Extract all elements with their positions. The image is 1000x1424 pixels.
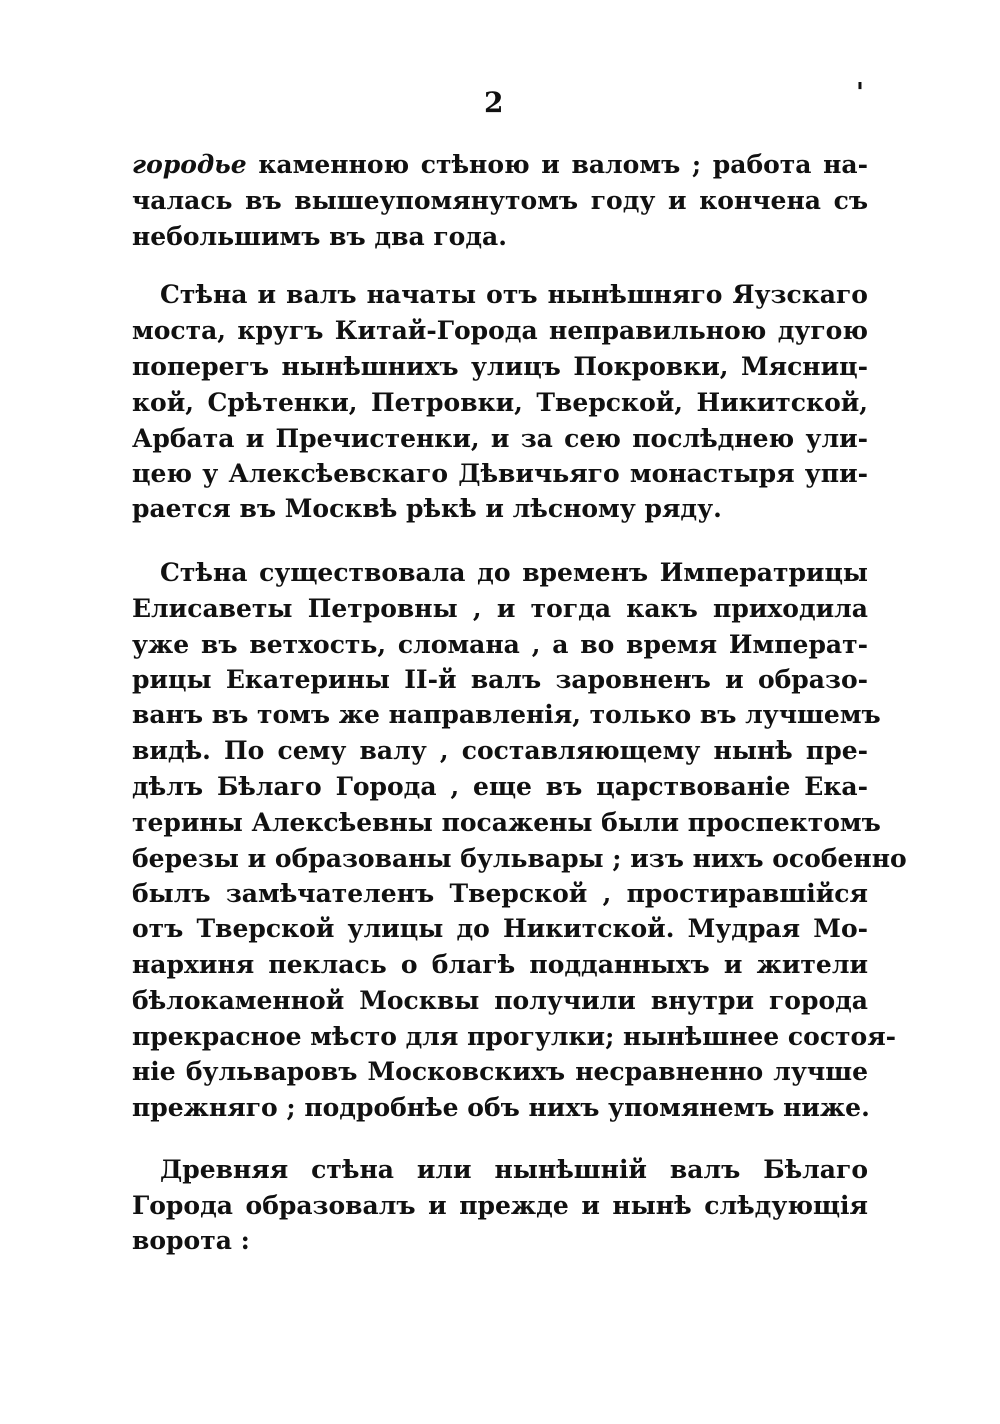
text-line: дѣлъ Бѣлаго Города , еще въ царствованіе Ека- [132,772,868,801]
text-line: березы и образованы бульвары ; изъ нихъ особенно [132,844,907,873]
text-line: терины Алексѣевны посажены были проспектомъ [132,808,881,837]
corner-mark: ' [856,78,864,108]
text-line: Арбата и Пречистенки, и за сею послѣднею ули- [132,424,868,453]
text-line: былъ замѣчателенъ Тверской , простиравшійся [132,879,868,908]
text-line: чалась въ вышеупомянутомъ году и кончена съ [132,186,868,215]
text-line: уже въ ветхость, сломана , а во время Императ- [132,630,868,659]
text-line: ворота : [132,1226,250,1255]
italic-word: городье [132,150,247,179]
text-line: моста, кругъ Китай-Города неправильною дугою [132,316,868,345]
text-line: поперегъ нынѣшнихъ улицъ Покровки, Мясниц- [132,352,868,381]
text-line: отъ Тверской улицы до Никитской. Мудрая Мо- [132,914,868,943]
text-line: видѣ. По сему валу , составляющему нынѣ пре- [132,736,868,765]
page-number: 2 [484,86,504,119]
text-line: нархиня пеклась о благѣ подданныхъ и жители [132,950,868,979]
text-line: Древняя стѣна или нынѣшній валъ Бѣлаго [160,1155,868,1184]
text-line: Стѣна и валъ начаты отъ нынѣшняго Яузскаго [160,280,868,309]
text-line: цею у Алексѣевскаго Дѣвичьяго монастыря упи- [132,459,868,488]
text-line: Города образовалъ и прежде и нынѣ слѣдующія [132,1191,868,1220]
text-line: Елисаветы Петровны , и тогда какъ приходила [132,594,868,623]
text-line: бѣлокаменной Москвы получили внутри города [132,986,868,1015]
text-line: городье каменною стѣною и валомъ ; работа на- [132,150,868,179]
text-line: Стѣна существовала до временъ Императрицы [160,558,868,587]
text-line: рается въ Москвѣ рѣкѣ и лѣсному ряду. [132,494,722,523]
text-line: прежняго ; подробнѣе объ нихъ упомянемъ ниже. [132,1093,870,1122]
text-line: прекрасное мѣсто для прогулки; нынѣшнее состоя- [132,1022,897,1051]
text-line: ніе бульваровъ Московскихъ несравненно лучше [132,1057,868,1086]
text-line: небольшимъ въ два года. [132,222,507,251]
text-line: рицы Екатерины II-й валъ заровненъ и образо- [132,665,868,694]
text-line: ванъ въ томъ же направленія, только въ лучшемъ [132,700,881,729]
text-line: кой, Срѣтенки, Петровки, Тверской, Никитской, [132,388,868,417]
